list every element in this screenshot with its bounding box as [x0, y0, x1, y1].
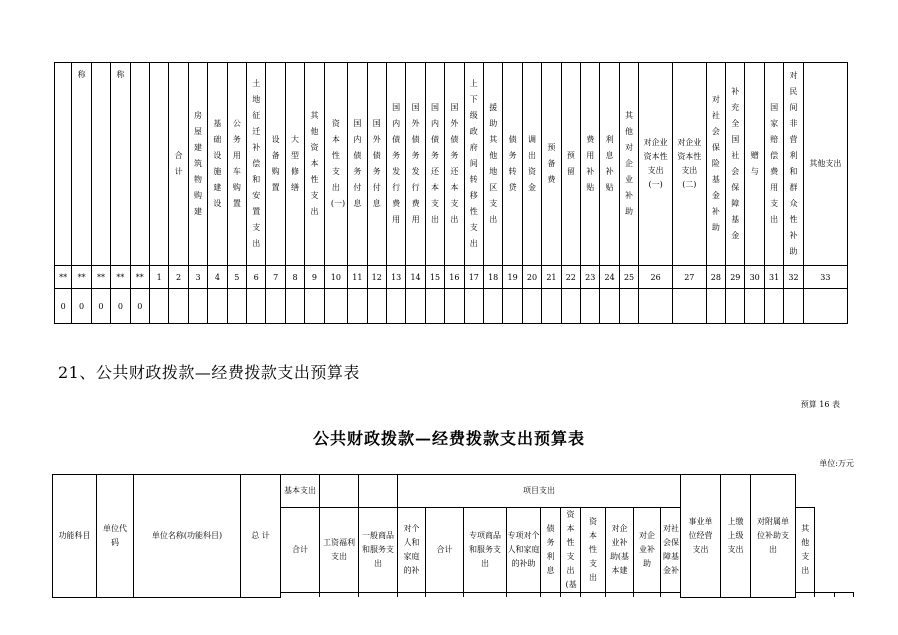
top-value-cell — [600, 289, 619, 324]
debt-interest-text: 债务利息 — [546, 524, 555, 575]
th-project-expense: 项目支出 — [398, 475, 681, 508]
top-header-cell — [619, 63, 638, 266]
top-value-cell — [542, 289, 561, 324]
blank-cell — [561, 593, 581, 598]
top-header-cell — [130, 63, 149, 266]
top-number-cell: 19 — [503, 266, 522, 289]
top-header-cell — [503, 63, 522, 266]
top-header-text: 补充全国社会保障基金 — [731, 87, 740, 240]
section-title: 21、公共财政拨款—经费拨款支出预算表 — [58, 363, 360, 382]
top-value-cell — [445, 289, 464, 324]
top-header-text: 国家赔偿费用支出 — [770, 103, 779, 224]
th-func-subject: 功能科目 — [53, 475, 97, 598]
top-header-cell — [367, 63, 386, 266]
top-number-cell: 23 — [581, 266, 600, 289]
top-number-cell: 15 — [425, 266, 444, 289]
top-header-text: 国外债务发行费用 — [411, 103, 420, 224]
th-capital-exp2 — [581, 508, 606, 593]
th-basic-expense — [281, 475, 320, 508]
top-header-cell — [445, 63, 464, 266]
top-number-cell: 6 — [247, 266, 266, 289]
enterprise-subsidy-text: 对企业补助(基本建 — [609, 524, 630, 575]
top-number-cell: 7 — [266, 266, 285, 289]
top-value-cell — [581, 289, 600, 324]
top-header-cell — [386, 63, 405, 266]
unit-label: 单位:万元 — [819, 459, 854, 468]
top-header-cell — [149, 63, 168, 266]
top-number-cell: 33 — [803, 266, 847, 289]
blank-cell — [581, 593, 606, 598]
top-number-cell: 25 — [619, 266, 638, 289]
top-number-cell: 5 — [227, 266, 246, 289]
th-total: 总 计 — [241, 475, 281, 598]
th-upper-level — [721, 475, 751, 598]
top-value-cell: 0 — [111, 289, 130, 324]
th-capital-exp — [561, 508, 581, 593]
top-number-cell: 29 — [726, 266, 745, 289]
top-number-cell: 16 — [445, 266, 464, 289]
top-number-cell: 18 — [483, 266, 502, 289]
th-enterprise-operation-text: 事业单位经营支出 — [688, 516, 713, 554]
th-subsidiary — [751, 475, 796, 598]
top-number-cell: 11 — [348, 266, 367, 289]
personal-family-text: 对个人和家庭的补 — [403, 524, 420, 575]
top-value-cell — [266, 289, 285, 324]
th-upper-level-text: 上缴上级支出 — [727, 516, 744, 554]
top-value-cell: 0 — [55, 289, 72, 324]
top-number-cell: ** — [55, 266, 72, 289]
top-value-cell — [522, 289, 541, 324]
top-value-cell — [247, 289, 266, 324]
blank-cell — [634, 593, 661, 598]
top-header-text: 对企业资本性支出(二) — [677, 138, 702, 189]
proj-goods-services-text: 专项商品和服务支出 — [469, 531, 501, 568]
top-header-text: 国内债务付息 — [353, 119, 362, 208]
top-header-cell — [726, 63, 745, 266]
blank-cell — [507, 593, 541, 598]
th-debt-interest — [541, 508, 561, 593]
top-header-cell — [561, 63, 580, 266]
wages-text: 工资福利支出 — [323, 538, 355, 561]
top-number-cell: 13 — [386, 266, 405, 289]
top-table — [54, 62, 848, 324]
th-other-exp — [796, 508, 815, 593]
top-header-cell — [464, 63, 483, 266]
top-number-cell: 8 — [285, 266, 304, 289]
top-value-cell — [425, 289, 444, 324]
top-header-cell — [425, 63, 444, 266]
top-header-text: 上下级政府间转移性支出 — [469, 79, 478, 248]
top-header-text: 赠与 — [750, 151, 759, 176]
top-header-cell — [784, 63, 803, 266]
top-header-text: 债务转贷 — [508, 135, 517, 192]
top-header-cell — [706, 63, 725, 266]
bottom-table — [52, 474, 854, 598]
top-header-text: 预备费 — [547, 143, 556, 184]
top-number-cell: 12 — [367, 266, 386, 289]
top-value-cell — [561, 289, 580, 324]
other-exp-text: 其他支出 — [801, 524, 810, 575]
top-value-cell — [348, 289, 367, 324]
top-value-cell: 0 — [72, 289, 91, 324]
top-number-cell: 27 — [672, 266, 706, 289]
blank-cell — [281, 593, 320, 598]
top-header-cell — [483, 63, 502, 266]
top-value-cell — [285, 289, 304, 324]
top-number-cell: 17 — [464, 266, 483, 289]
top-header-cell — [111, 63, 130, 266]
top-header-cell — [208, 63, 227, 266]
top-number-cell: 1 — [149, 266, 168, 289]
top-number-cell: 24 — [600, 266, 619, 289]
top-number-cell: 3 — [188, 266, 207, 289]
top-header-cell — [324, 63, 348, 266]
top-header-cell — [227, 63, 246, 266]
blank-cell — [359, 593, 398, 598]
top-value-cell — [672, 289, 706, 324]
th-proj-goods-services — [464, 508, 507, 593]
top-value-cell — [324, 289, 348, 324]
top-value-cell — [803, 289, 847, 324]
top-header-cell — [72, 63, 91, 266]
top-header-cell — [305, 63, 324, 266]
top-header-cell — [639, 63, 673, 266]
top-value-cell — [227, 289, 246, 324]
top-header-text: 合计 — [174, 151, 183, 176]
th-wages — [320, 508, 359, 593]
top-number-cell: ** — [130, 266, 149, 289]
basic-expense-text: 基本支出 — [284, 486, 316, 495]
top-value-cell — [406, 289, 425, 324]
th-basic-total: 合计 — [281, 508, 320, 593]
proj-personal-family-text: 专项对个人和家庭的补助 — [507, 531, 540, 568]
top-header-text: 费用补贴 — [586, 135, 595, 192]
top-number-cell: 9 — [305, 266, 324, 289]
top-header-cell — [169, 63, 188, 266]
th-enterprise-subsidy2 — [634, 508, 661, 593]
top-header-text: 国外债务付息 — [372, 119, 381, 208]
th-personal-family — [398, 508, 426, 593]
goods-services-text: 一般商品和服务支出 — [362, 531, 394, 568]
top-value-cell — [169, 289, 188, 324]
top-header-text: 调出资金 — [528, 135, 536, 192]
top-header-cell — [803, 63, 847, 266]
social-security-text: 对社会保障基金补 — [663, 524, 679, 575]
top-header-cell — [581, 63, 600, 266]
top-header-cell — [247, 63, 266, 266]
top-value-cell — [619, 289, 638, 324]
th-project-total: 合计 — [426, 508, 464, 593]
top-header-text: 其他对企业补助 — [625, 111, 634, 216]
top-number-cell: 4 — [208, 266, 227, 289]
top-value-cell — [726, 289, 745, 324]
th-unit-name: 单位名称(功能科目) — [134, 475, 241, 598]
top-header-text: 对民间非营利和群众性补助 — [789, 71, 798, 256]
top-header-cell — [285, 63, 304, 266]
top-number-cell: 31 — [764, 266, 783, 289]
top-header-text: 称 — [116, 70, 125, 79]
top-header-text: 称 — [77, 70, 86, 79]
top-number-cell: 21 — [542, 266, 561, 289]
top-header-cell — [266, 63, 285, 266]
top-value-cell — [149, 289, 168, 324]
top-header-text: 对企业资本性支出(一) — [643, 138, 668, 189]
top-value-cell — [503, 289, 522, 324]
top-value-cell — [639, 289, 673, 324]
top-header-text: 设备购置 — [271, 135, 280, 192]
top-number-cell: 28 — [706, 266, 725, 289]
blank-cell — [541, 593, 561, 598]
top-value-cell — [188, 289, 207, 324]
top-header-text: 对社会保险基金补助 — [711, 95, 720, 232]
top-header-text: 基础设施建设 — [213, 119, 222, 208]
top-number-cell: 30 — [745, 266, 764, 289]
top-value-cell — [483, 289, 502, 324]
top-number-cell: ** — [72, 266, 91, 289]
th-goods-services — [359, 508, 398, 593]
th-proj-personal-family — [507, 508, 541, 593]
blank-cell — [606, 593, 634, 598]
top-header-text: 资本性支出(一) — [330, 119, 346, 208]
top-number-cell: ** — [91, 266, 110, 289]
capital-exp2-text: 资本性支出 — [589, 517, 597, 582]
blank-cell — [398, 593, 426, 598]
top-value-cell — [745, 289, 764, 324]
top-header-text: 利息补贴 — [605, 135, 614, 192]
top-header-cell — [406, 63, 425, 266]
top-number-cell: ** — [111, 266, 130, 289]
top-value-cell — [386, 289, 405, 324]
top-value-cell — [464, 289, 483, 324]
capital-exp-text: 资本性支出(基 — [565, 510, 577, 589]
blank-cell — [796, 593, 815, 598]
top-header-text: 援助其他地区支出 — [489, 103, 498, 224]
top-number-cell: 32 — [784, 266, 803, 289]
form-code: 预算 16 表 — [800, 400, 840, 409]
th-social-security — [661, 508, 681, 593]
main-title: 公共财政拨款—经费拨款支出预算表 — [312, 429, 585, 448]
top-number-cell: 20 — [522, 266, 541, 289]
top-header-cell — [672, 63, 706, 266]
top-value-cell — [764, 289, 783, 324]
top-header-cell — [764, 63, 783, 266]
top-value-cell — [208, 289, 227, 324]
blank-cell — [320, 593, 359, 598]
blank-cell — [426, 593, 464, 598]
top-header-cell — [542, 63, 561, 266]
th-enterprise-subsidy — [606, 508, 634, 593]
top-header-cell — [348, 63, 367, 266]
top-header-text: 土地征迁补偿和安置支出 — [252, 79, 261, 248]
th-enterprise-operation — [681, 475, 721, 598]
top-number-cell: 22 — [561, 266, 580, 289]
top-header-cell — [600, 63, 619, 266]
top-number-cell: 2 — [169, 266, 188, 289]
unit-code-text: 单位代码 — [103, 523, 127, 547]
top-header-text: 预留 — [566, 151, 575, 176]
top-value-cell — [706, 289, 725, 324]
th-subsidiary-text: 对附属单位补助支出 — [757, 516, 790, 554]
th-unit-code — [97, 475, 134, 598]
top-value-cell: 0 — [130, 289, 149, 324]
top-number-cell: 10 — [324, 266, 348, 289]
top-header-cell — [55, 63, 72, 266]
th-basic-blank-1 — [320, 475, 359, 508]
blank-cell — [661, 593, 681, 598]
top-header-text: 公务用车购置 — [232, 119, 241, 208]
top-header-cell — [188, 63, 207, 266]
top-header-cell — [745, 63, 764, 266]
top-value-cell: 0 — [91, 289, 110, 324]
top-zero-row — [55, 289, 848, 324]
top-header-text: 国外债务还本支出 — [450, 103, 459, 224]
enterprise-subsidy2-text: 对企业补助 — [639, 531, 655, 568]
th-basic-blank-2 — [359, 475, 398, 508]
top-number-cell: 14 — [406, 266, 425, 289]
blank-cell — [464, 593, 507, 598]
top-header-text: 房屋建筑物购建 — [194, 111, 202, 216]
blank-cell — [834, 593, 853, 598]
top-number-cell: 26 — [639, 266, 673, 289]
top-header-text: 国内债务发行费用 — [392, 103, 401, 224]
top-header-text: 国内债务还本支出 — [430, 103, 439, 224]
blank-cell — [815, 593, 834, 598]
top-header-text: 其他资本性支出 — [310, 111, 319, 216]
top-header-cell — [522, 63, 541, 266]
top-number-row — [55, 266, 848, 289]
top-value-cell — [784, 289, 803, 324]
top-header-cell — [91, 63, 110, 266]
top-header-row — [55, 63, 848, 266]
top-header-text: 其他支出 — [809, 159, 842, 168]
top-value-cell — [305, 289, 324, 324]
top-value-cell — [367, 289, 386, 324]
top-header-text: 大型修缮 — [291, 135, 300, 192]
